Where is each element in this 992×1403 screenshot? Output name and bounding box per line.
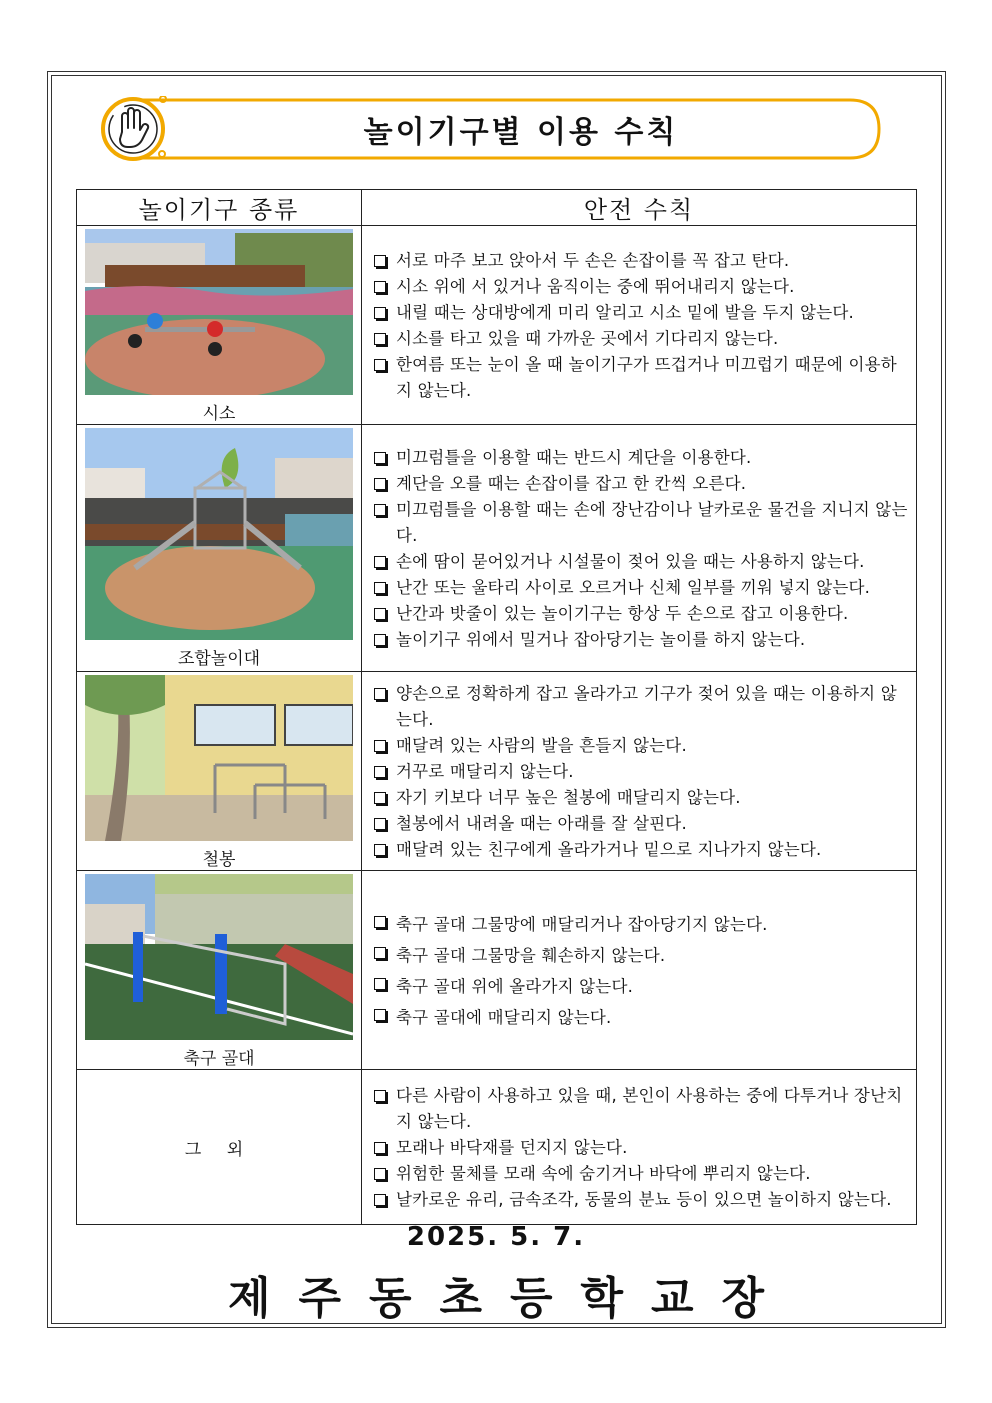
rule-item: 서로 마주 보고 앉아서 두 손은 손잡이를 꼭 잡고 탄다.: [372, 248, 908, 274]
rule-item: 매달려 있는 친구에게 올라가거나 밑으로 지나가지 않는다.: [372, 837, 908, 863]
equipment-cell: [77, 672, 362, 871]
rule-item: 난간과 밧줄이 있는 놀이기구는 항상 두 손으로 잡고 이용한다.: [372, 601, 908, 627]
bars-photo: [85, 675, 353, 841]
equipment-name: 축구 골대: [183, 1049, 255, 1069]
seesaw-photo: [85, 229, 353, 395]
rule-item: 한여름 또는 눈이 올 때 놀이기구가 뜨겁거나 미끄럽기 때문에 이용하지 않는다.: [372, 352, 908, 404]
playground-photo: [85, 428, 353, 640]
rule-item: 계단을 오를 때는 손잡이를 잡고 한 칸씩 오른다.: [372, 471, 908, 497]
equipment-name: 조합놀이대: [177, 649, 261, 669]
equipment-name: 그 외: [184, 1139, 254, 1160]
rule-item: 축구 골대 그물망을 훼손하지 않는다.: [372, 940, 908, 971]
table-row: [77, 226, 917, 425]
rules-cell: [362, 226, 917, 425]
school-signature: 제주동초등학교장: [227, 1273, 793, 1324]
equipment-name: 철봉: [202, 850, 236, 870]
header-equipment: 놀이기구 종류: [77, 190, 362, 226]
rule-item: 자기 키보다 너무 높은 철봉에 매달리지 않는다.: [372, 785, 908, 811]
rules-cell: [362, 425, 917, 672]
rule-item: 매달려 있는 사람의 발을 흔들지 않는다.: [372, 733, 908, 759]
rule-item: 미끄럼틀을 이용할 때는 반드시 계단을 이용한다.: [372, 445, 908, 471]
rules-table: [76, 189, 917, 1225]
rule-item: 축구 골대 그물망에 매달리거나 잡아당기지 않는다.: [372, 909, 908, 940]
rule-item: 위험한 물체를 모래 속에 숨기거나 바닥에 뿌리지 않는다.: [372, 1161, 908, 1187]
rule-item: 축구 골대 위에 올라가지 않는다.: [372, 971, 908, 1002]
rule-item: 시소를 타고 있을 때 가까운 곳에서 기다리지 않는다.: [372, 326, 908, 352]
equipment-cell: [77, 425, 362, 672]
equipment-name: 시소: [202, 404, 236, 424]
rule-item: 거꾸로 매달리지 않는다.: [372, 759, 908, 785]
table-row: [77, 672, 917, 871]
rule-item: 철봉에서 내려올 때는 아래를 잘 살핀다.: [372, 811, 908, 837]
rule-item: 축구 골대에 매달리지 않는다.: [372, 1002, 908, 1033]
rule-item: 다른 사람이 사용하고 있을 때, 본인이 사용하는 중에 다투거나 장난치지 않는다.: [372, 1083, 908, 1135]
rule-item: 놀이기구 위에서 밀거나 잡아당기는 놀이를 하지 않는다.: [372, 627, 908, 653]
rules-cell: [362, 871, 917, 1070]
rules-cell: [362, 1070, 917, 1225]
equipment-cell: [77, 1070, 362, 1225]
rule-item: 손에 땀이 묻어있거나 시설물이 젖어 있을 때는 사용하지 않는다.: [372, 549, 908, 575]
rule-item: 모래나 바닥재를 던지지 않는다.: [372, 1135, 908, 1161]
rule-item: 시소 위에 서 있거나 움직이는 중에 뛰어내리지 않는다.: [372, 274, 908, 300]
title-banner: [100, 96, 882, 162]
equipment-cell: [77, 226, 362, 425]
rule-item: 난간 또는 울타리 사이로 오르거나 신체 일부를 끼워 넣지 않는다.: [372, 575, 908, 601]
table-row: [77, 871, 917, 1070]
goal-photo: [85, 874, 353, 1040]
page-title: 놀이기구별 이용 수칙: [363, 115, 679, 150]
rules-cell: [362, 672, 917, 871]
table-row: [77, 425, 917, 672]
equipment-cell: [77, 871, 362, 1070]
table-row: [77, 1070, 917, 1225]
document-date: 2025. 5. 7.: [406, 1222, 586, 1252]
header-rules: 안전 수칙: [362, 190, 917, 226]
rule-item: 날카로운 유리, 금속조각, 동물의 분뇨 등이 있으면 놀이하지 않는다.: [372, 1187, 908, 1213]
rule-item: 미끄럼틀을 이용할 때는 손에 장난감이나 날카로운 물건을 지니지 않는다.: [372, 497, 908, 549]
rule-item: 내릴 때는 상대방에게 미리 알리고 시소 밑에 발을 두지 않는다.: [372, 300, 908, 326]
rule-item: 양손으로 정확하게 잡고 올라가고 기구가 젖어 있을 때는 이용하지 않는다.: [372, 681, 908, 733]
